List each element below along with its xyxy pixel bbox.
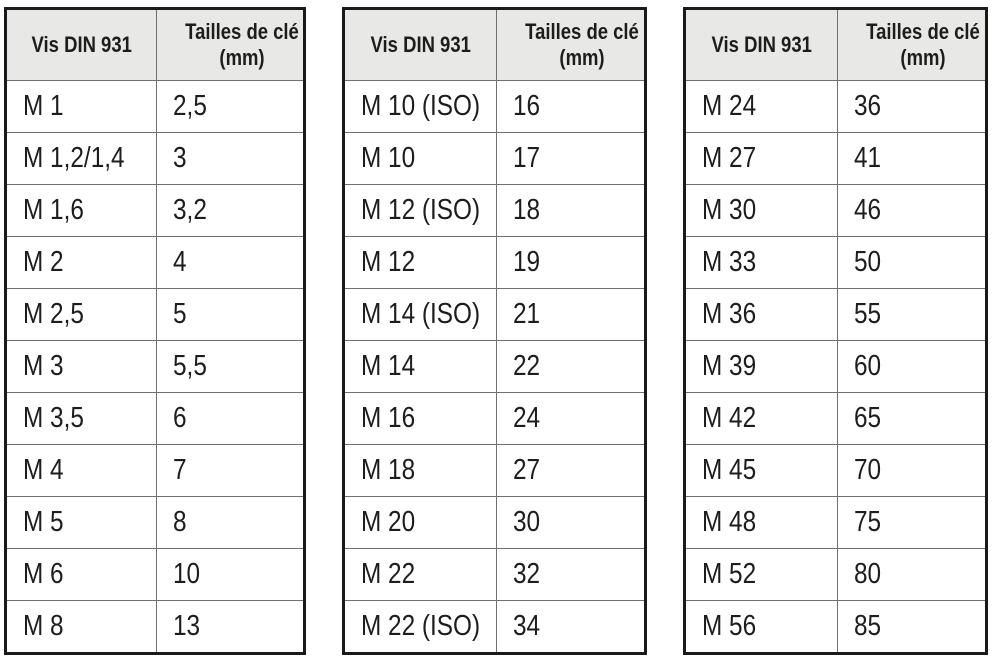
key-size-cell [156, 133, 304, 185]
screw-size-value: M 1,6 [23, 194, 84, 226]
screw-size-cell [344, 601, 497, 654]
key-size-value: 27 [512, 454, 540, 486]
table-row [344, 81, 646, 133]
table-row [6, 289, 305, 341]
screw-size-cell [685, 133, 838, 185]
screw-size-cell [685, 393, 838, 445]
screw-column-header [685, 9, 838, 81]
screw-size-value: M 48 [702, 506, 757, 538]
screw-size-cell [344, 497, 497, 549]
key-size-cell [496, 237, 646, 289]
key-size-cell [837, 445, 987, 497]
screw-size-cell [6, 289, 157, 341]
screw-size-value: M 22 (ISO) [361, 610, 481, 642]
screw-size-value: M 2 [23, 246, 64, 278]
screw-column-header-label: Vis DIN 931 [711, 32, 812, 57]
key-column-header-label: Tailles de clé (mm) [524, 19, 639, 70]
screw-size-cell [6, 549, 157, 601]
key-size-cell [156, 81, 304, 133]
screw-column-header-label: Vis DIN 931 [370, 32, 471, 57]
key-size-value: 22 [512, 350, 540, 382]
table-row [685, 341, 987, 393]
screw-size-value: M 20 [361, 506, 416, 538]
key-size-value: 55 [853, 298, 881, 330]
key-column-header [156, 9, 304, 81]
key-size-value: 17 [512, 142, 540, 174]
table-row [6, 549, 305, 601]
screw-size-value: M 5 [23, 506, 64, 538]
table-row [6, 601, 305, 654]
table-row [6, 237, 305, 289]
key-size-value: 80 [853, 558, 881, 590]
key-size-value: 19 [512, 246, 540, 278]
key-size-cell [496, 133, 646, 185]
header-row [344, 9, 646, 81]
key-size-cell [496, 497, 646, 549]
table-row [685, 133, 987, 185]
table-row [344, 445, 646, 497]
key-size-value: 10 [172, 558, 201, 590]
screw-size-cell [6, 133, 157, 185]
table-row [685, 237, 987, 289]
table-row [344, 549, 646, 601]
key-size-cell [156, 289, 304, 341]
screw-size-value: M 33 [702, 246, 757, 278]
screw-size-cell [685, 497, 838, 549]
screw-size-cell [685, 341, 838, 393]
table-row [685, 549, 987, 601]
screw-size-value: M 1,2/1,4 [23, 142, 125, 174]
screw-size-cell [6, 497, 157, 549]
key-size-value: 85 [853, 610, 881, 642]
key-size-cell [496, 185, 646, 237]
key-size-value: 36 [853, 90, 881, 122]
screw-size-value: M 30 [702, 194, 757, 226]
screw-size-value: M 1 [23, 90, 64, 122]
screw-size-value: M 42 [702, 402, 757, 434]
screw-size-value: M 12 (ISO) [361, 194, 481, 226]
key-size-value: 7 [172, 454, 187, 486]
key-size-value: 3,2 [172, 194, 207, 226]
screw-size-value: M 4 [23, 454, 64, 486]
table-row [344, 393, 646, 445]
screw-size-cell [685, 237, 838, 289]
table-row [344, 289, 646, 341]
table-row [685, 393, 987, 445]
table-row [6, 133, 305, 185]
key-size-value: 60 [853, 350, 881, 382]
screw-size-value: M 10 [361, 142, 416, 174]
key-size-value: 21 [512, 298, 540, 330]
key-size-cell [156, 445, 304, 497]
screw-size-value: M 10 (ISO) [361, 90, 481, 122]
key-size-value: 5 [172, 298, 187, 330]
key-size-value: 3 [172, 142, 187, 174]
key-size-cell [496, 445, 646, 497]
key-size-cell [156, 497, 304, 549]
screw-size-cell [685, 81, 838, 133]
key-size-value: 32 [512, 558, 540, 590]
key-size-cell [837, 393, 987, 445]
key-size-value: 70 [853, 454, 881, 486]
header-row [685, 9, 987, 81]
screw-size-value: M 2,5 [23, 298, 84, 330]
key-size-cell [496, 549, 646, 601]
table-row [6, 81, 305, 133]
screw-column-header-label: Vis DIN 931 [31, 32, 132, 57]
screw-size-cell [6, 81, 157, 133]
key-size-cell [156, 601, 304, 654]
table-row [344, 497, 646, 549]
screw-size-value: M 27 [702, 142, 757, 174]
screw-size-value: M 6 [23, 558, 64, 590]
screw-size-cell [344, 185, 497, 237]
key-size-cell [496, 81, 646, 133]
key-size-cell [837, 133, 987, 185]
key-size-value: 2,5 [172, 90, 207, 122]
table-row [685, 497, 987, 549]
key-size-value: 13 [172, 610, 201, 642]
key-size-value: 50 [853, 246, 881, 278]
key-size-value: 16 [512, 90, 540, 122]
screw-size-cell [685, 445, 838, 497]
key-column-header [496, 9, 646, 81]
screw-size-cell [6, 237, 157, 289]
key-column-header-label: Tailles de clé (mm) [185, 19, 299, 70]
key-size-value: 5,5 [172, 350, 207, 382]
key-size-value: 18 [512, 194, 540, 226]
screw-size-value: M 22 [361, 558, 416, 590]
key-size-value: 30 [512, 506, 540, 538]
screw-size-value: M 16 [361, 402, 416, 434]
screw-size-cell [344, 445, 497, 497]
din931-table-3 [683, 7, 988, 655]
screw-size-value: M 12 [361, 246, 416, 278]
screw-size-value: M 14 (ISO) [361, 298, 481, 330]
key-size-cell [837, 185, 987, 237]
key-size-cell [837, 601, 987, 654]
key-size-cell [156, 393, 304, 445]
screw-size-value: M 14 [361, 350, 416, 382]
screw-size-value: M 24 [702, 90, 757, 122]
screw-size-cell [6, 393, 157, 445]
table-row [6, 445, 305, 497]
screw-size-cell [344, 393, 497, 445]
screw-column-header [6, 9, 157, 81]
table-row [344, 133, 646, 185]
key-size-cell [837, 81, 987, 133]
key-size-cell [837, 341, 987, 393]
key-size-cell [156, 237, 304, 289]
key-size-cell [156, 549, 304, 601]
screw-size-value: M 39 [702, 350, 757, 382]
key-size-cell [496, 601, 646, 654]
screw-size-cell [344, 549, 497, 601]
table-row [6, 185, 305, 237]
key-size-value: 46 [853, 194, 881, 226]
screw-size-cell [685, 289, 838, 341]
key-size-value: 4 [172, 246, 187, 278]
screw-size-value: M 56 [702, 610, 757, 642]
key-size-value: 41 [853, 142, 881, 174]
key-size-cell [156, 341, 304, 393]
table-row [344, 601, 646, 654]
key-size-cell [496, 289, 646, 341]
table-row [685, 601, 987, 654]
screw-size-value: M 3,5 [23, 402, 84, 434]
screw-size-value: M 8 [23, 610, 64, 642]
screw-size-value: M 52 [702, 558, 757, 590]
table-row [6, 497, 305, 549]
screw-size-cell [685, 185, 838, 237]
key-column-header-label: Tailles de clé (mm) [865, 19, 980, 70]
key-size-cell [837, 289, 987, 341]
table-row [685, 81, 987, 133]
screw-size-value: M 45 [702, 454, 757, 486]
screw-size-value: M 18 [361, 454, 416, 486]
table-row [685, 445, 987, 497]
key-size-value: 65 [853, 402, 881, 434]
screw-size-cell [6, 341, 157, 393]
key-size-cell [837, 497, 987, 549]
key-size-value: 75 [853, 506, 881, 538]
key-size-value: 8 [172, 506, 187, 538]
table-row [344, 237, 646, 289]
key-size-value: 24 [512, 402, 540, 434]
screw-column-header [344, 9, 497, 81]
screw-size-cell [685, 549, 838, 601]
key-size-value: 34 [512, 610, 540, 642]
din931-table-2 [342, 7, 647, 655]
screw-size-value: M 3 [23, 350, 64, 382]
table-row [344, 185, 646, 237]
screw-size-cell [685, 601, 838, 654]
screw-size-cell [6, 601, 157, 654]
screw-size-cell [344, 81, 497, 133]
key-size-value: 6 [172, 402, 187, 434]
table-row [6, 341, 305, 393]
table-row [6, 393, 305, 445]
screw-size-cell [344, 341, 497, 393]
din931-table-1 [4, 7, 306, 655]
header-row [6, 9, 305, 81]
key-size-cell [496, 393, 646, 445]
key-size-cell [156, 185, 304, 237]
key-size-cell [837, 237, 987, 289]
screw-size-value: M 36 [702, 298, 757, 330]
screw-size-cell [6, 185, 157, 237]
key-size-cell [496, 341, 646, 393]
table-row [685, 185, 987, 237]
screw-size-cell [344, 289, 497, 341]
key-size-cell [837, 549, 987, 601]
screw-size-cell [344, 237, 497, 289]
screw-size-cell [6, 445, 157, 497]
screw-size-cell [344, 133, 497, 185]
table-row [685, 289, 987, 341]
table-row [344, 341, 646, 393]
key-column-header [837, 9, 987, 81]
